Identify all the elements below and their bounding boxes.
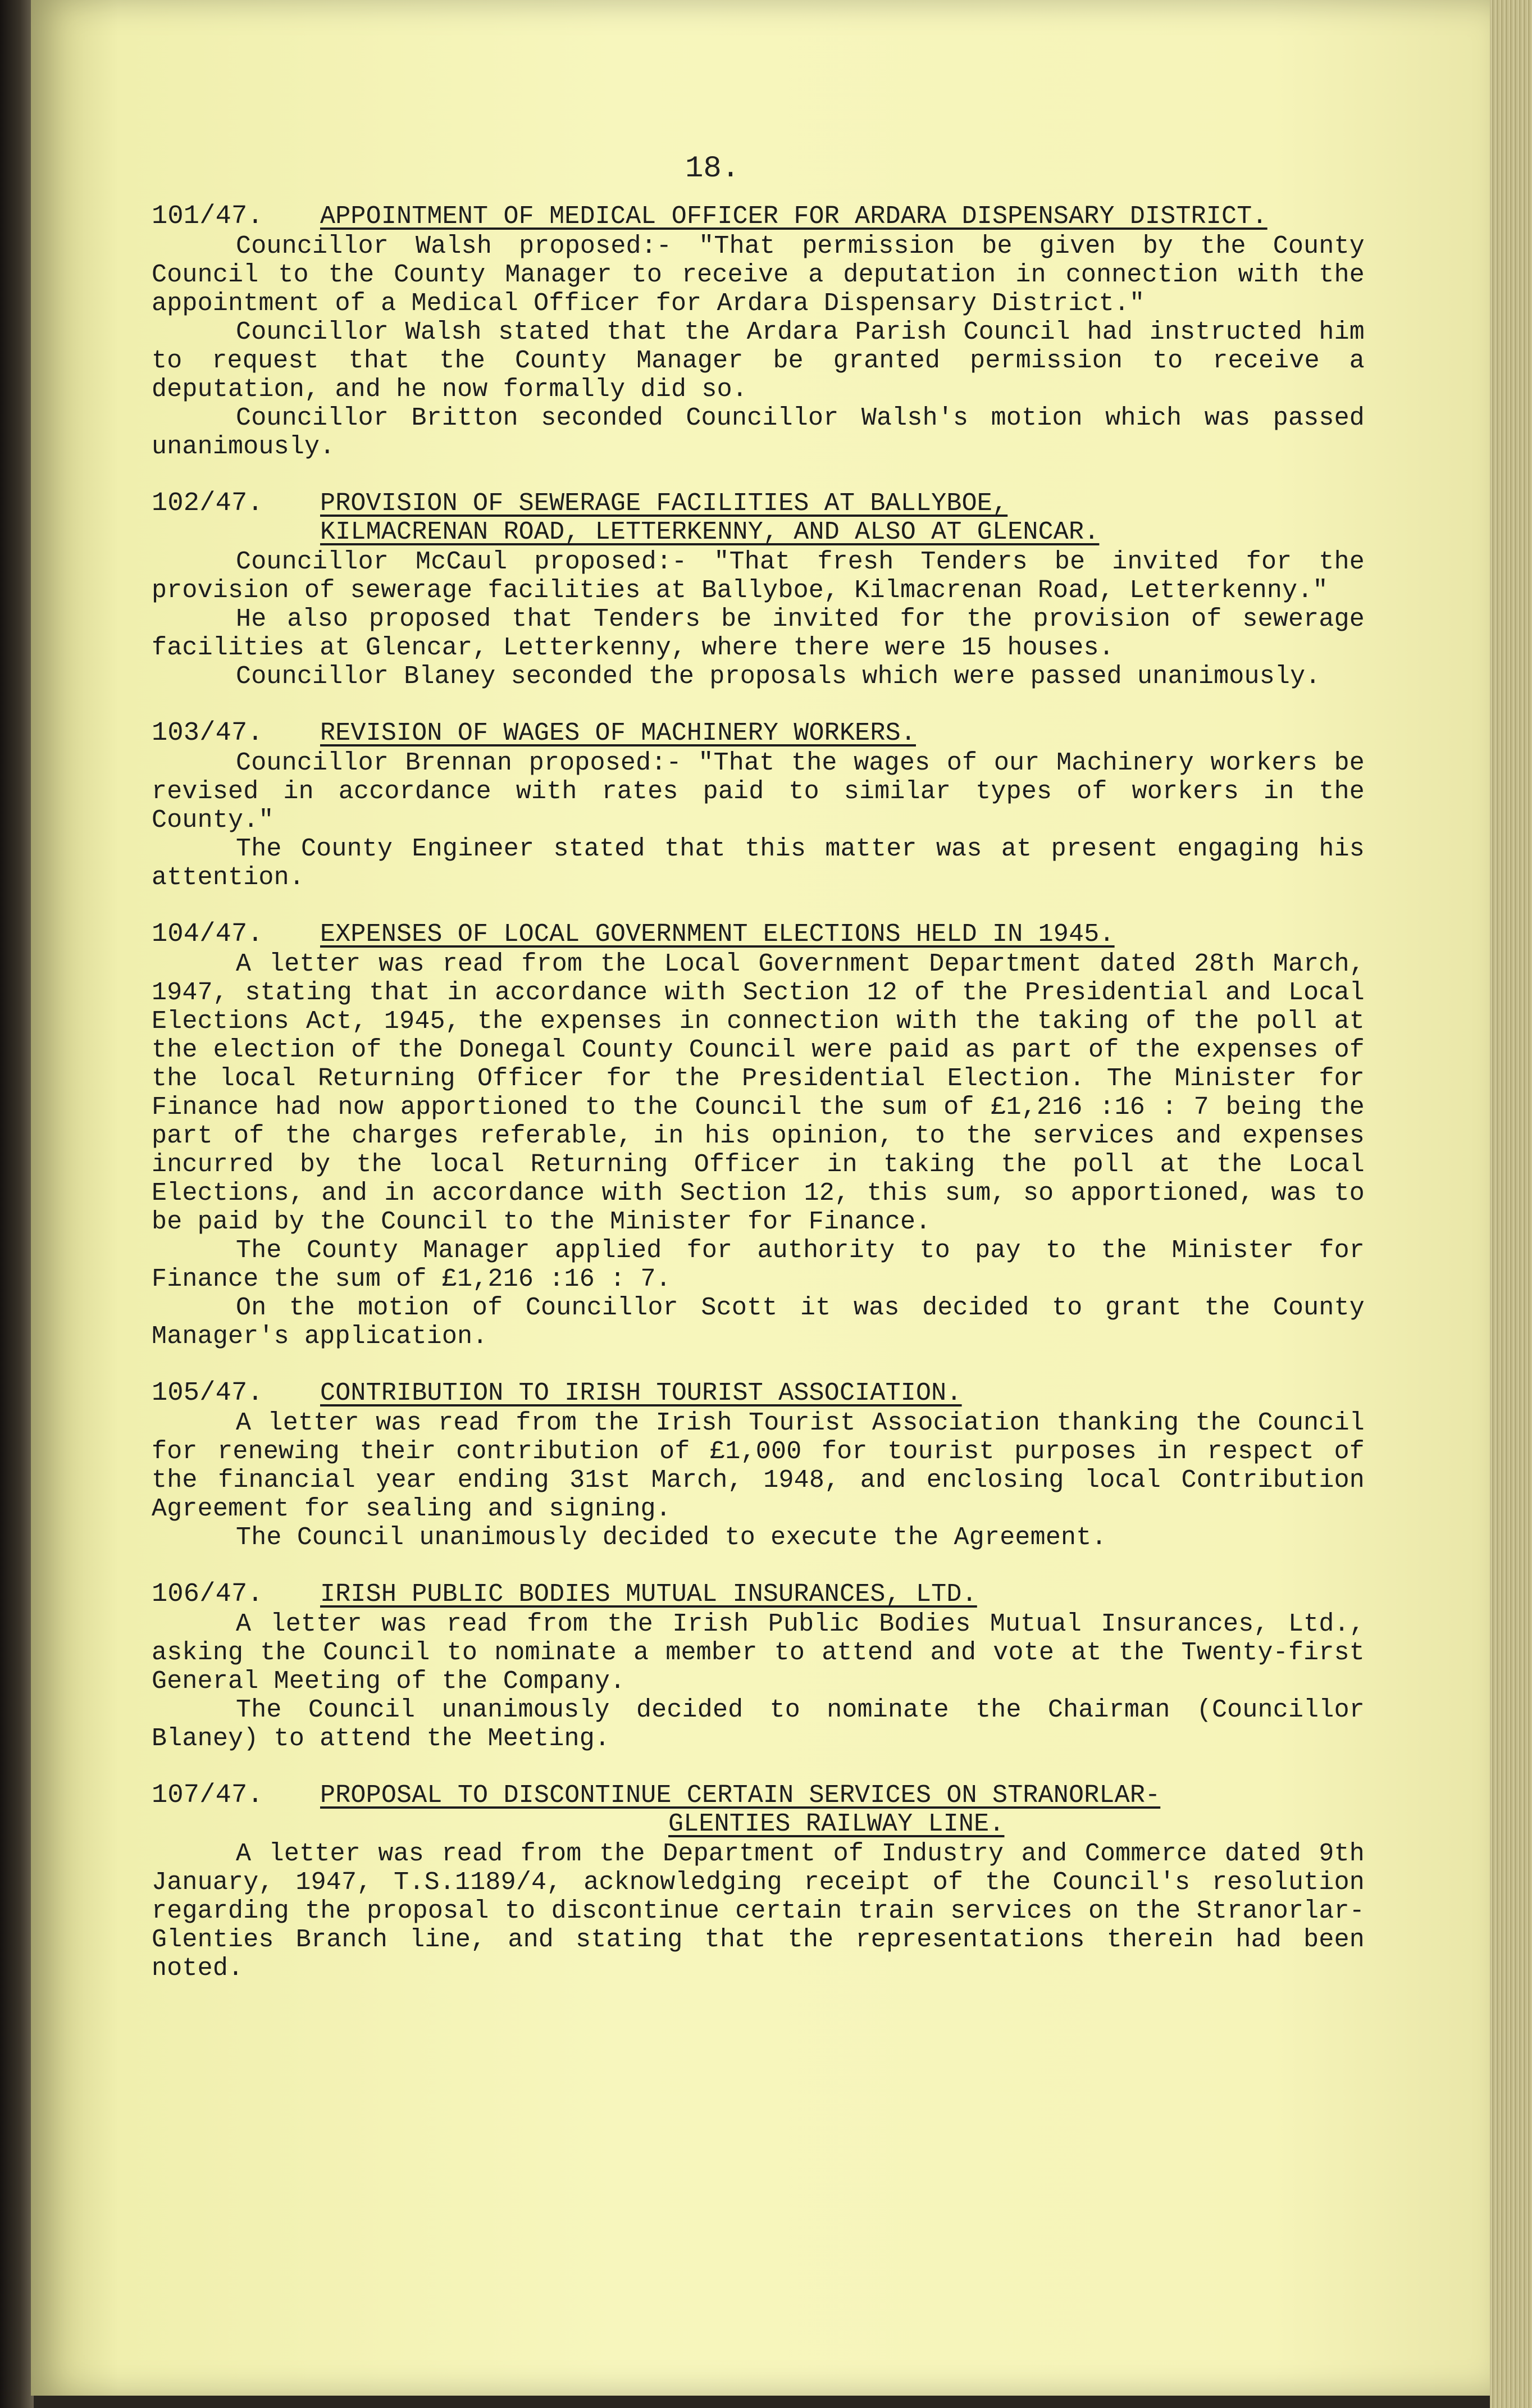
section-paragraph: Councillor Blaney seconded the proposals which were passed unanimously.: [236, 662, 1321, 691]
book-binding: [0, 0, 34, 2408]
minute-section: [152, 1781, 1365, 1983]
section-paragraph: A letter was read from the Irish Tourist Association thanking the Council for renewing their contribution of £1,000 for tourist purposes in respect of the financial year ending 31st March, 1948, and enclosing local Contribution Agreement for sealing and signing.: [152, 1409, 1365, 1523]
minutes-body: [152, 202, 1365, 2011]
section-paragraph: A letter was read from the Local Government Department dated 28th March, 1947, stating that in accordance with Section 12 of the Presidential and Local Elections Act, 1945, the expenses in connection with the taking of the poll at the election of the Donegal County Council were paid as part of the expenses of the local Returning Officer for the Presidential Election. The Minister for Finance had now apportioned to the Council the sum of £1,216 :16 : 7 being the part of the charges referable, in his opinion, to the services and expenses incurred by the local Returning Officer in taking the poll at the Local Elections, and in accordance with Section 12, this sum, so apportioned, was to be paid by the Council to the Minister for Finance.: [152, 950, 1365, 1236]
section-number: 106/47.: [152, 1579, 263, 1609]
section-paragraph: Councillor Britton seconded Councillor Walsh's motion which was passed unanimously.: [152, 404, 1365, 461]
section-paragraph: He also proposed that Tenders be invited for the provision of sewerage facilities at Glencar, Letterkenny, where there were 15 houses.: [152, 605, 1365, 662]
section-header: [152, 920, 1365, 949]
section-number: 104/47.: [152, 919, 263, 949]
section-paragraph: Councillor Walsh stated that the Ardara Parish Council had instructed him to request that the County Manager be granted permission to receive a deputation, and he now formally did so.: [152, 318, 1365, 404]
section-number: 103/47.: [152, 718, 263, 748]
minute-section: [152, 489, 1365, 691]
section-paragraph: On the motion of Councillor Scott it was decided to grant the County Manager's application.: [152, 1294, 1365, 1351]
section-paragraph: The Council unanimously decided to nominate the Chairman (Councillor Blaney) to attend the Meeting.: [152, 1696, 1365, 1753]
section-paragraph: The County Manager applied for authority to pay to the Minister for Finance the sum of £1,216 :16 : 7.: [152, 1236, 1365, 1294]
section-paragraph: A letter was read from the Department of Industry and Commerce dated 9th January, 1947, T.S.1189/4, acknowledging receipt of the Council's resolution regarding the proposal to discontinue certain train services on the Stranorlar-Glenties Branch line, and stating that the representations therein had been noted.: [152, 1840, 1365, 1983]
minute-section: [152, 202, 1365, 461]
section-paragraph: Councillor Brennan proposed:- "That the wages of our Machinery workers be revised in accordance with rates paid to similar types of workers in the County.": [152, 749, 1365, 835]
minute-section: [152, 1580, 1365, 1753]
section-paragraph: The County Engineer stated that this matter was at present engaging his attention.: [152, 835, 1365, 892]
section-paragraph: A letter was read from the Irish Public Bodies Mutual Insurances, Ltd., asking the Council to nominate a member to attend and vote at the Twenty-first General Meeting of the Company.: [152, 1610, 1365, 1696]
section-number: 102/47.: [152, 489, 263, 518]
section-title: REVISION OF WAGES OF MACHINERY WORKERS.: [320, 719, 916, 748]
minute-section: [152, 719, 1365, 892]
section-paragraph: Councillor McCaul proposed:- "That fresh Tenders be invited for the provision of sewerage facilities at Ballyboe, Kilmacrenan Road, Letterkenny.": [152, 548, 1365, 605]
section-header: [152, 1580, 1365, 1609]
section-header: [152, 489, 1365, 547]
section-paragraph: Councillor Walsh proposed:- "That permission be given by the County Council to the County Manager to receive a deputation in connection with the appointment of a Medical Officer for Ardara Dispensary District.": [152, 232, 1365, 318]
section-header: [152, 202, 1365, 231]
section-header: [152, 719, 1365, 748]
section-number: 107/47.: [152, 1781, 263, 1810]
section-paragraph: The Council unanimously decided to execute the Agreement.: [236, 1523, 1107, 1552]
section-number: 101/47.: [152, 202, 263, 231]
section-title: IRISH PUBLIC BODIES MUTUAL INSURANCES, LTD.: [320, 1580, 977, 1609]
page-edges: [1490, 0, 1532, 2408]
page-number: 18.: [685, 152, 740, 186]
section-title: APPOINTMENT OF MEDICAL OFFICER FOR ARDARA DISPENSARY DISTRICT.: [320, 202, 1267, 231]
minute-section: [152, 920, 1365, 1351]
section-title: EXPENSES OF LOCAL GOVERNMENT ELECTIONS HELD IN 1945.: [320, 920, 1115, 949]
section-header: [152, 1379, 1365, 1408]
minute-section: [152, 1379, 1365, 1552]
section-title: PROVISION OF SEWERAGE FACILITIES AT BALLYBOE, KILMACRENAN ROAD, LETTERKENNY, AND ALSO AT GLENCAR.: [320, 489, 1100, 547]
section-number: 105/47.: [152, 1378, 263, 1408]
section-header: [152, 1781, 1365, 1838]
section-title: PROPOSAL TO DISCONTINUE CERTAIN SERVICES ON STRANORLAR- GLENTIES RAILWAY LINE.: [320, 1781, 1161, 1838]
section-title: CONTRIBUTION TO IRISH TOURIST ASSOCIATION.: [320, 1379, 962, 1408]
